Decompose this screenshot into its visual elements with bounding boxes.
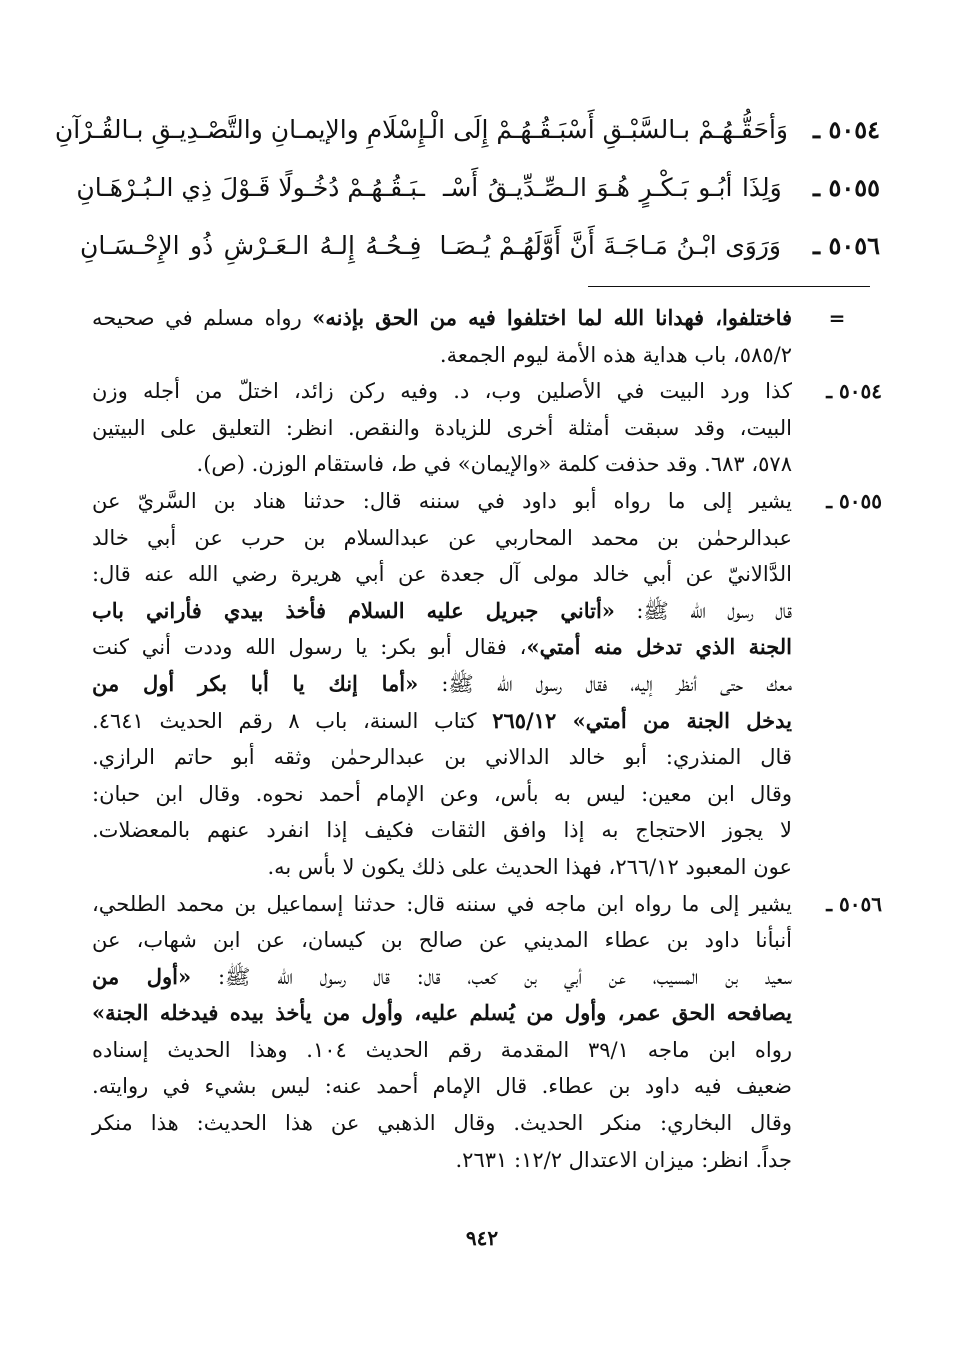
footnote — [92, 483, 882, 886]
footnote-text: أنبأنا داود بن عطاء المديني عن صالح بن كيسان، عن ابن شهاب، عن — [92, 928, 792, 953]
footnote-text: البيت، وقد سبقت أمثلة أخرى للزيادة والنقص. انظر: التعليق على البيتين — [92, 415, 792, 440]
verse-second-hemistich: فِـحُـهُ إِلـهُ الـعَـرْشِ ذُو الإِحْـسَـانِ — [80, 230, 422, 260]
hadith-text: يدخل الجنة من أمتي» ٢٦٥/١٢ — [492, 707, 792, 733]
footnote-text: لا يجوز الاحتجاج به إذا وافق الثقات فكيف إذا انفرد عنهم بالمعضلات. — [92, 818, 792, 843]
poem-verses — [54, 100, 880, 274]
footnote-line — [92, 373, 792, 410]
footnote-line — [92, 1105, 792, 1142]
footnote-text: قال المنذري: أبو خالد الدالاني بن عبدالرحمٰن وثقه أبو حاتم الرازي. — [92, 745, 792, 770]
verse-number: ٥٠٥٤ ـ — [813, 114, 880, 144]
footnote-line — [92, 1142, 792, 1179]
footnote-line — [92, 666, 792, 703]
footnote-line — [92, 556, 792, 593]
verse-number: ٥٠٥٦ ـ — [813, 230, 880, 260]
footnote-text: ، فقال أبو بكر: يا رسول الله وددت أني كنت — [92, 635, 527, 660]
footnote-line — [92, 849, 792, 886]
footnote-number: ٥٠٥٦ ـ — [826, 891, 882, 916]
hadith-text: «أما إنك يا أبا بكر أول من — [92, 670, 419, 696]
footnote-line — [92, 922, 792, 959]
footnote-text: كتاب السنة، باب ٨ رقم الحديث ٤٦٤١. — [92, 708, 493, 733]
footnote-text: سعيد بن المسيب، عن أبي بن كعب، قال: قال رسول الله ﷺ: — [191, 964, 793, 989]
footnote-text: ضعيف فيه داود بن عطاء. قال الإمام أحمد عنه: ليس بشيء في روايته. — [92, 1074, 792, 1099]
footnote-line — [92, 446, 792, 483]
verse-line — [80, 216, 880, 274]
footnote-text: عبدالرحمٰن بن محمد المحاربي عن عبدالسلام بن حرب عن أبي خالد — [92, 525, 792, 550]
footnote-text: عون المعبود ٢٦٦/١٢، فهذا الحديث على ذلك يكون لا بأس به. — [267, 854, 792, 879]
footnote-line — [92, 483, 792, 520]
footnote-line — [92, 739, 792, 776]
footnote-line — [92, 776, 792, 813]
footnote-text: رواه ابن ماجه ٣٩/١ المقدمة رقم الحديث ١٠٤. وهذا الحديث إسناده — [92, 1037, 793, 1062]
footnote-body — [92, 373, 792, 483]
footnote-line — [92, 629, 792, 666]
verse-first-hemistich: وَلِذَا أبُـو بَـكْـرٍ هُـوَ الـصِّـدِّيـقُ أَسْـ — [443, 172, 782, 202]
footnote-text: يشير إلى ما رواه أبو داود في سننه قال: حدثنا هناد بن السَّريّ عن — [92, 488, 792, 513]
hadith-text: «أتاني جبريل عليه السلام فأخذ بيدي فأراني باب — [92, 597, 615, 623]
footnote-line — [92, 1032, 792, 1069]
footnote-line — [92, 520, 792, 557]
verse-second-hemistich: إِسْلَامِ والإيمـانِ والتَّصْـدِيـقِ بـالقُـرْآنِ — [54, 114, 425, 144]
verse-first-hemistich: وَرَوَى ابْـنُ مَـاجَـةَ أَنَّ أَوَّلَهُـمْ يُـصَـا — [439, 230, 781, 260]
footnote-line — [92, 593, 792, 630]
footnote-line — [92, 886, 792, 923]
footnote-text: رواه مسلم في صحيحه — [92, 306, 313, 330]
footnote-text: وقال البخاري: منكر الحديث. وقال الذهبي عن هذا الحديث: هذا منكر — [92, 1111, 792, 1136]
footnote-line — [92, 703, 792, 740]
footnote-line — [92, 959, 792, 996]
footnote-body — [92, 300, 792, 373]
footnote — [92, 300, 882, 373]
footnote-line — [92, 812, 792, 849]
footnote-text: ٥٨٥/٢، باب هداية هذه الأمة ليوم الجمعة. — [439, 342, 792, 367]
footnote-line — [92, 300, 792, 337]
hadith-text: فاختلفوا، فهدانا الله لما اختلفوا فيه من الحق بإذنه» — [312, 305, 792, 330]
footnote-line — [92, 337, 792, 374]
footnote-text: وقال ابن معين: ليس به بأس، وعن الإمام أحمد نحوه. وقال ابن حبان: — [92, 781, 792, 806]
verse-second-hemistich: ـبَـقُـهُـمْ دُخُـولًا قَـوْلَ ذِي الـبُـرْهَـانِ — [76, 172, 425, 202]
hadith-text: «أول من — [92, 963, 192, 989]
footnote-text: جداً. انظر: ميزان الاعتدال ١٢/٢: ٢٦٣١. — [455, 1147, 792, 1172]
footnote-number: = — [828, 306, 846, 330]
footnote-text: ٥٧٨، ٦٨٣. وقد حذفت كلمة «والإيمان» في ط، فاستقام الوزن. (ص). — [196, 452, 792, 477]
verse-line — [54, 100, 880, 158]
footnote-line — [92, 995, 792, 1032]
verse-number: ٥٠٥٥ ـ — [813, 172, 880, 202]
hadith-text: الجنة الذي تدخل منه أمتي» — [526, 634, 793, 660]
footnote-body — [92, 886, 792, 1179]
page-number: ٩٤٢ — [465, 1226, 499, 1250]
footnote-text: معك حتى أنظر إليه، فقال رسول الله ﷺ: — [418, 671, 792, 696]
footnote-text: كذا ورد البيت في الأصلين وب، د. وفيه ركن زائد، اختلّ من أجله وزن — [92, 379, 792, 404]
footnote-number: ٥٠٥٥ ـ — [826, 488, 882, 513]
footnote-line — [92, 410, 792, 447]
footnote — [92, 373, 882, 483]
verse-line — [76, 158, 880, 216]
footnote — [92, 886, 882, 1179]
footnote-body — [92, 483, 792, 886]
footnote-number: ٥٠٥٤ ـ — [826, 379, 882, 404]
footnote-text: يشير إلى ما رواه ابن ماجه في سننه قال: حدثنا إسماعيل بن محمد الطلحي، — [92, 891, 792, 916]
footnote-divider — [588, 286, 870, 287]
hadith-text: يصافحه الحق عمر، وأول من يُسلم عليه، وأول من يأخذ بيده فيدخله الجنة» — [92, 1000, 792, 1026]
footnote-text: الدَّالانيّ عن أبي خالد مولى آل جعدة عن أبي هريرة رضي الله عنه قال: — [92, 562, 792, 587]
footnote-line — [92, 1068, 792, 1105]
verse-first-hemistich: وَأحَقُّـهُـمْ بـالسَّبْـقِ أَسْبَـقُـهُـمْ إِلَى الْـ — [423, 114, 788, 144]
footnotes — [92, 300, 882, 1178]
footnote-text: قال رسول الله ﷺ: — [614, 598, 792, 623]
